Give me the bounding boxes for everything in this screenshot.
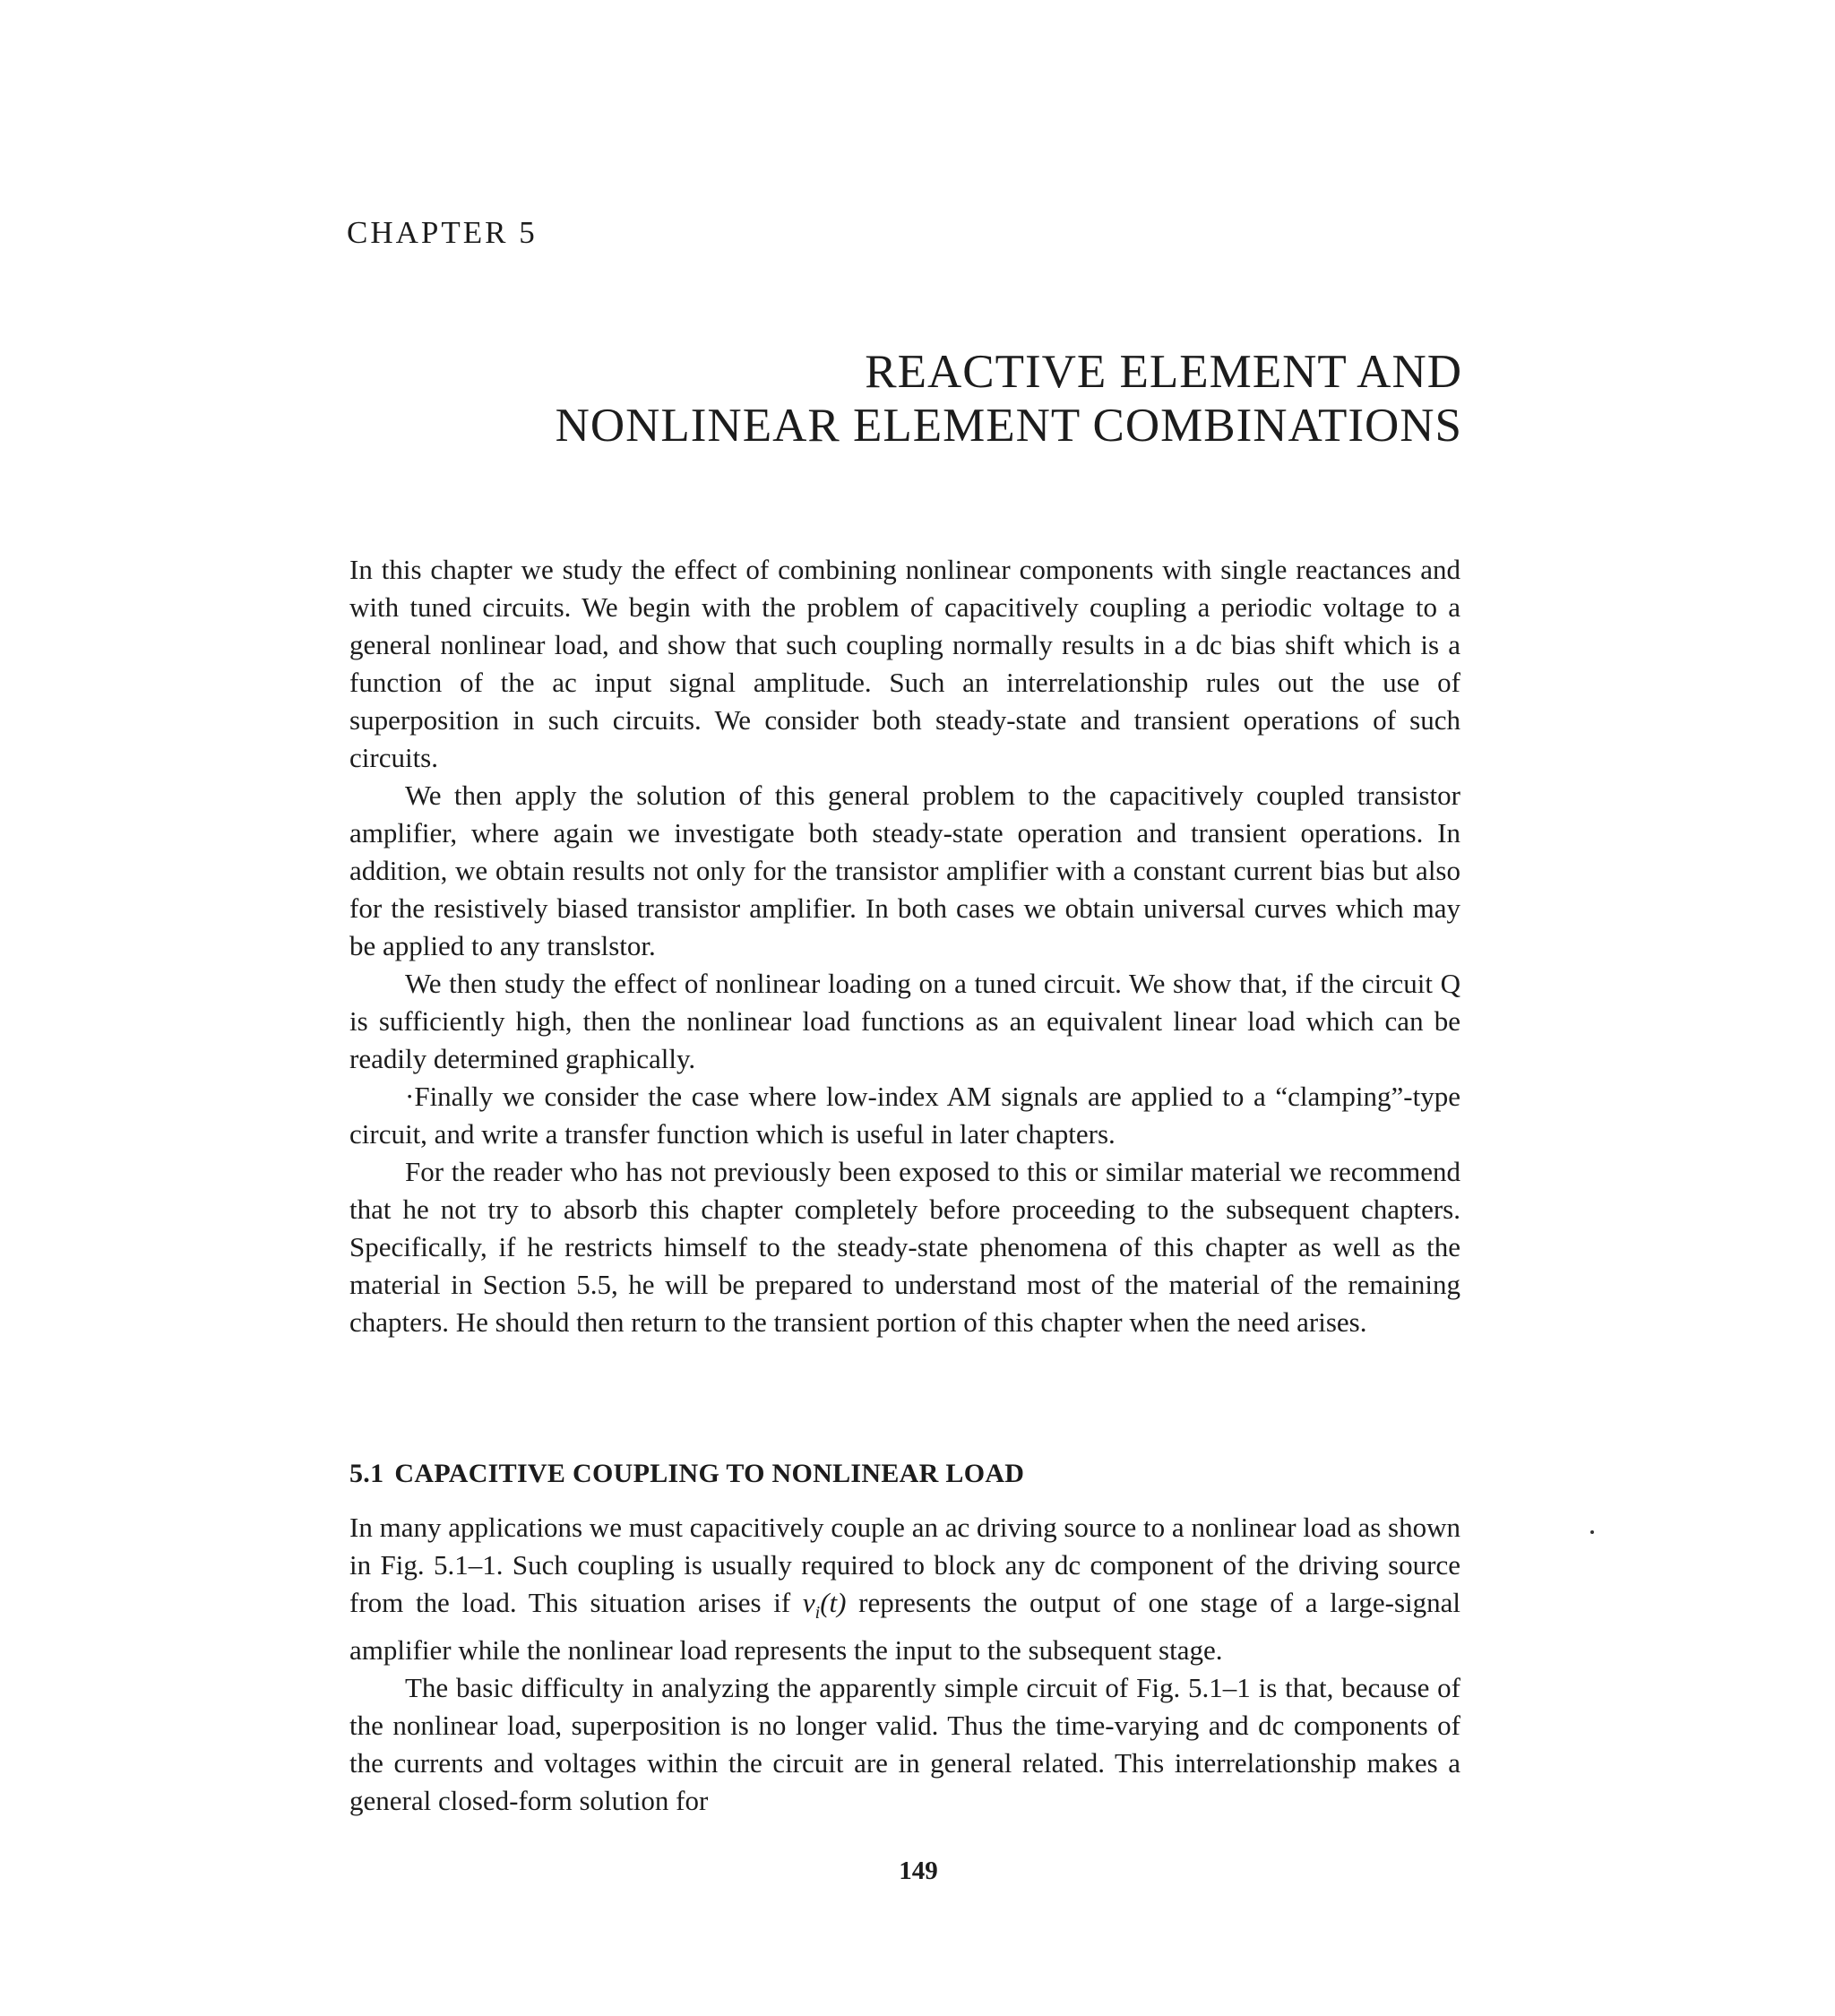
section-heading [349,1459,1024,1489]
section-body [349,1509,1460,1820]
scan-speck [1590,1530,1594,1534]
chapter-title [556,345,1462,452]
chapter-introduction [349,551,1460,1341]
chapter-label: CHAPTER 5 [347,215,538,250]
section-p1-text-before: In many applications we must capacitively couple an ac driving source to a nonlinear load as shown in Fig. 5.1–1. Such coupling is usually required to block any dc component of the driving source from the load. This situation arises if [349,1512,1460,1618]
section-paragraph-1 [349,1509,1460,1669]
chapter-title-line-2: NONLINEAR ELEMENT COMBINATIONS [555,400,1462,452]
section-number: 5.1 [349,1459,384,1488]
page-number: 149 [899,1857,938,1885]
intro-paragraph-4: ·Finally we consider the case where low-index AM signals are applied to a “clamping”-type circuit, and write a transfer function which is useful in later chapters. [349,1081,1460,1150]
intro-paragraph-1: In this chapter we study the effect of combining nonlinear components with single reactances and with tuned circuits. We begin with the problem of capacitively coupling a periodic voltage to a general nonlinear load, and show that such coupling normally results in a dc bias shift which is a function of the ac input signal amplitude. Such an interrelationship rules out the use of superposition in such circuits. We consider both steady-state and transient operations of such circuits. [349,554,1460,773]
intro-paragraph-5: For the reader who has not previously been exposed to this or similar material we recommend that he not try to absorb this chapter completely before proceeding to the subsequent chapters. Specifically, if he restricts himself to the steady-state phenomena of this chapter as well as the material in Section 5.5, he will be prepared to understand most of the material of the remaining chapters. He should then return to the transient portion of this chapter when the need arises. [349,1156,1460,1338]
voltage-subscript: i [814,1603,821,1624]
section-p1-text-after: represents the output of one stage of a large-signal amplifier while the nonlinear load represents the input to the subsequent stage. [349,1587,1460,1667]
voltage-variable: v [802,1587,815,1618]
section-title: CAPACITIVE COUPLING TO NONLINEAR LOAD [394,1459,1025,1488]
voltage-argument: (t) [820,1587,847,1618]
section-paragraph-2: The basic difficulty in analyzing the apparently simple circuit of Fig. 5.1–1 is that, because of the nonlinear load, superposition is no longer valid. Thus the time-varying and dc components of the currents and voltages within the circuit are in general related. This interrelationship makes a general closed-form solution for [349,1672,1460,1817]
chapter-title-line-1: REACTIVE ELEMENT AND [865,346,1462,398]
intro-paragraph-3: We then study the effect of nonlinear loading on a tuned circuit. We show that, if the circuit Q is sufficiently high, then the nonlinear load functions as an equivalent linear load which can be readily determined graphically. [349,968,1460,1074]
intro-paragraph-2: We then apply the solution of this general problem to the capacitively coupled transistor amplifier, where again we investigate both steady-state operation and transient operations. In addition, we obtain results not only for the transistor amplifier with a constant current bias but also for the resistively biased transistor amplifier. In both cases we obtain universal curves which may be applied to any translstor. [349,780,1460,961]
